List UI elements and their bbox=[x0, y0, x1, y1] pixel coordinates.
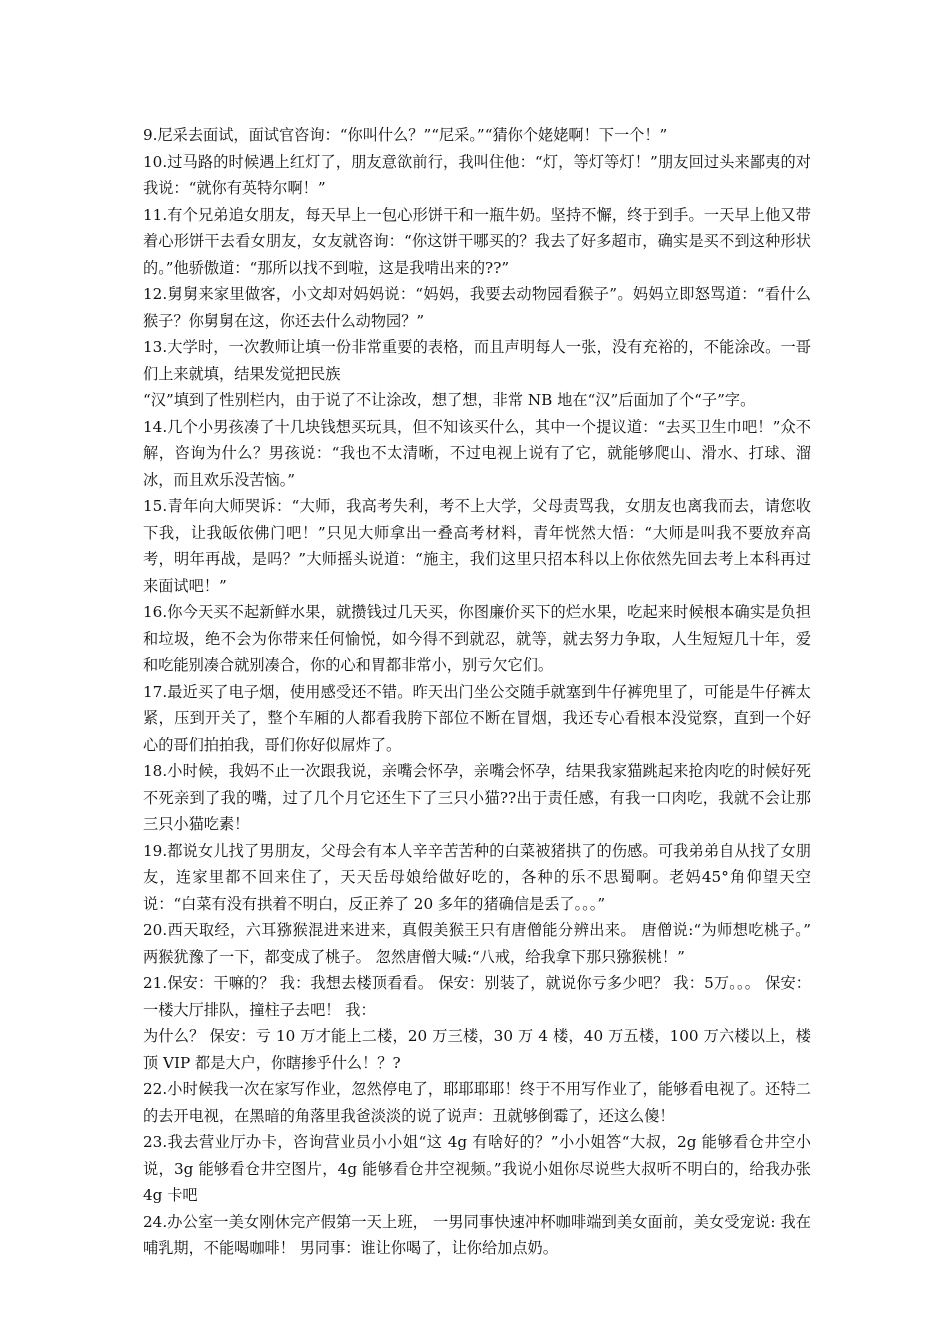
joke-paragraph-21-continued: 为什么？ 保安：亏 10 万才能上二楼，20 万三楼，30 万 4 楼，40 万五楼，100 万六楼以上，楼顶 VIP 都是大户，你瞎掺乎什么！？? bbox=[143, 1027, 811, 1072]
joke-paragraph-10: 10.过马路的时候遇上红灯了，朋友意欲前行，我叫住他：“灯，等灯等灯！”朋友回过头来鄙夷的对我说：“就你有英特尔啊！” bbox=[143, 152, 811, 197]
document-page bbox=[143, 122, 811, 1262]
joke-paragraph-13-continued: “汉”填到了性别栏内，由于说了不让涂改，想了想，非常 NB 地在“汉”后面加了个“子”字。 bbox=[143, 391, 756, 409]
joke-paragraph-20: 20.西天取经，六耳猕猴混进来进来，真假美猴王只有唐僧能分辨出来。 唐僧说:“为师想吃桃子。” 两猴犹豫了一下，都变成了桃子。 忽然唐僧大喊:“八戒，给我拿下那只猕猴桃！” bbox=[143, 921, 811, 966]
joke-paragraph-24: 24.办公室一美女刚休完产假第一天上班， 一男同事快速冲杯咖啡端到美女面前，美女受宠说: 我在哺乳期，不能喝咖啡！ 男同事：谁让你喝了，让你给加点奶。 bbox=[143, 1212, 811, 1257]
joke-paragraph-9: 9.尼采去面试，面试官咨询：“你叫什么？”“尼采。”“猜你个姥姥啊！下一个！” bbox=[143, 126, 668, 144]
joke-paragraph-13: 13.大学时，一次教师让填一份非常重要的表格，而且声明每人一张，没有充裕的，不能涂改。一哥们上来就填，结果发觉把民族 bbox=[143, 338, 811, 383]
joke-paragraph-16: 16.你今天买不起新鲜水果，就攒钱过几天买，你图廉价买下的烂水果，吃起来时候根本确实是负担和垃圾，绝不会为你带来任何愉悦，如今得不到就忍，就等，就去努力争取，人生短短几十年，爱和吃能别凑合就别凑合，你的心和胃都非常小，别亏欠它们。 bbox=[143, 603, 811, 674]
joke-paragraph-19: 19.都说女儿找了男朋友，父母会有本人辛辛苦苦种的白菜被猪拱了的伤感。可我弟弟自从找了女朋友，连家里都不回来住了，天天岳母娘给做好吃的，各种的乐不思蜀啊。老妈45°角仰望天空说：“白菜有没有拱着不明白，反正养了 20 多年的猪确信是丢了。。。” bbox=[143, 841, 811, 913]
joke-paragraph-21: 21.保安：干嘛的？ 我：我想去楼顶看看。 保安：别装了，就说你亏多少吧？ 我：5万。。。 保安：一楼大厅排队，撞柱子去吧！ 我： bbox=[143, 974, 811, 1019]
joke-paragraph-15: 15.青年向大师哭诉：“大师，我高考失利，考不上大学，父母责骂我，女朋友也离我而去，请您收下我，让我皈依佛门吧！”只见大师拿出一叠高考材料，青年恍然大悟：“大师是叫我不要放弃高考，明年再战，是吗？”大师摇头说道：“施主，我们这里只招本科以上你依然先回去考上本科再过来面试吧！” bbox=[143, 497, 811, 595]
joke-paragraph-18: 18.小时候，我妈不止一次跟我说，亲嘴会怀孕，亲嘴会怀孕，结果我家猫跳起来抢肉吃的时候好死不死亲到了我的嘴，过了几个月它还生下了三只小猫??出于责任感，有我一口肉吃，我就不会让那三只小猫吃素！ bbox=[143, 762, 811, 833]
joke-paragraph-23: 23.我去营业厅办卡，咨询营业员小小姐“这 4g 有啥好的？”小小姐答“大叔，2g 能够看仓井空小说，3g 能够看仓井空图片，4g 能够看仓井空视频。”我说小姐你尽说些大叔听不明白的，给我办张 4g 卡吧 bbox=[143, 1133, 811, 1204]
joke-paragraph-17: 17.最近买了电子烟，使用感受还不错。昨天出门坐公交随手就塞到牛仔裤兜里了，可能是牛仔裤太紧，压到开关了，整个车厢的人都看我胯下部位不断在冒烟，我还专心看根本没觉察，直到一个好心的哥们拍拍我，哥们你好似屌炸了。 bbox=[143, 682, 811, 754]
joke-paragraph-12: 12.舅舅来家里做客，小文却对妈妈说：“妈妈，我要去动物园看猴子”。妈妈立即怒骂道：“看什么猴子？你舅舅在这，你还去什么动物园？” bbox=[143, 285, 811, 330]
joke-paragraph-14: 14.几个小男孩凑了十几块钱想买玩具，但不知该买什么，其中一个提议道：“去买卫生巾吧！”众不解，咨询为什么？男孩说：“我也不太清晰，不过电视上说有了它，就能够爬山、滑水、打球、溜冰，而且欢乐没苦恼。” bbox=[143, 417, 811, 489]
joke-paragraph-11: 11.有个兄弟追女朋友，每天早上一包心形饼干和一瓶牛奶。坚持不懈，终于到手。一天早上他又带着心形饼干去看女朋友，女友就咨询：“你这饼干哪买的？我去了好多超市，确实是买不到这种形状的。”他骄傲道：“那所以找不到啦，这是我啃出来的??” bbox=[143, 205, 811, 277]
joke-paragraph-22: 22.小时候我一次在家写作业，忽然停电了，耶耶耶耶！终于不用写作业了，能够看电视了。还特二的去开电视，在黑暗的角落里我爸淡淡的说了说声：丑就够倒霉了，还这么傻！ bbox=[143, 1080, 811, 1125]
